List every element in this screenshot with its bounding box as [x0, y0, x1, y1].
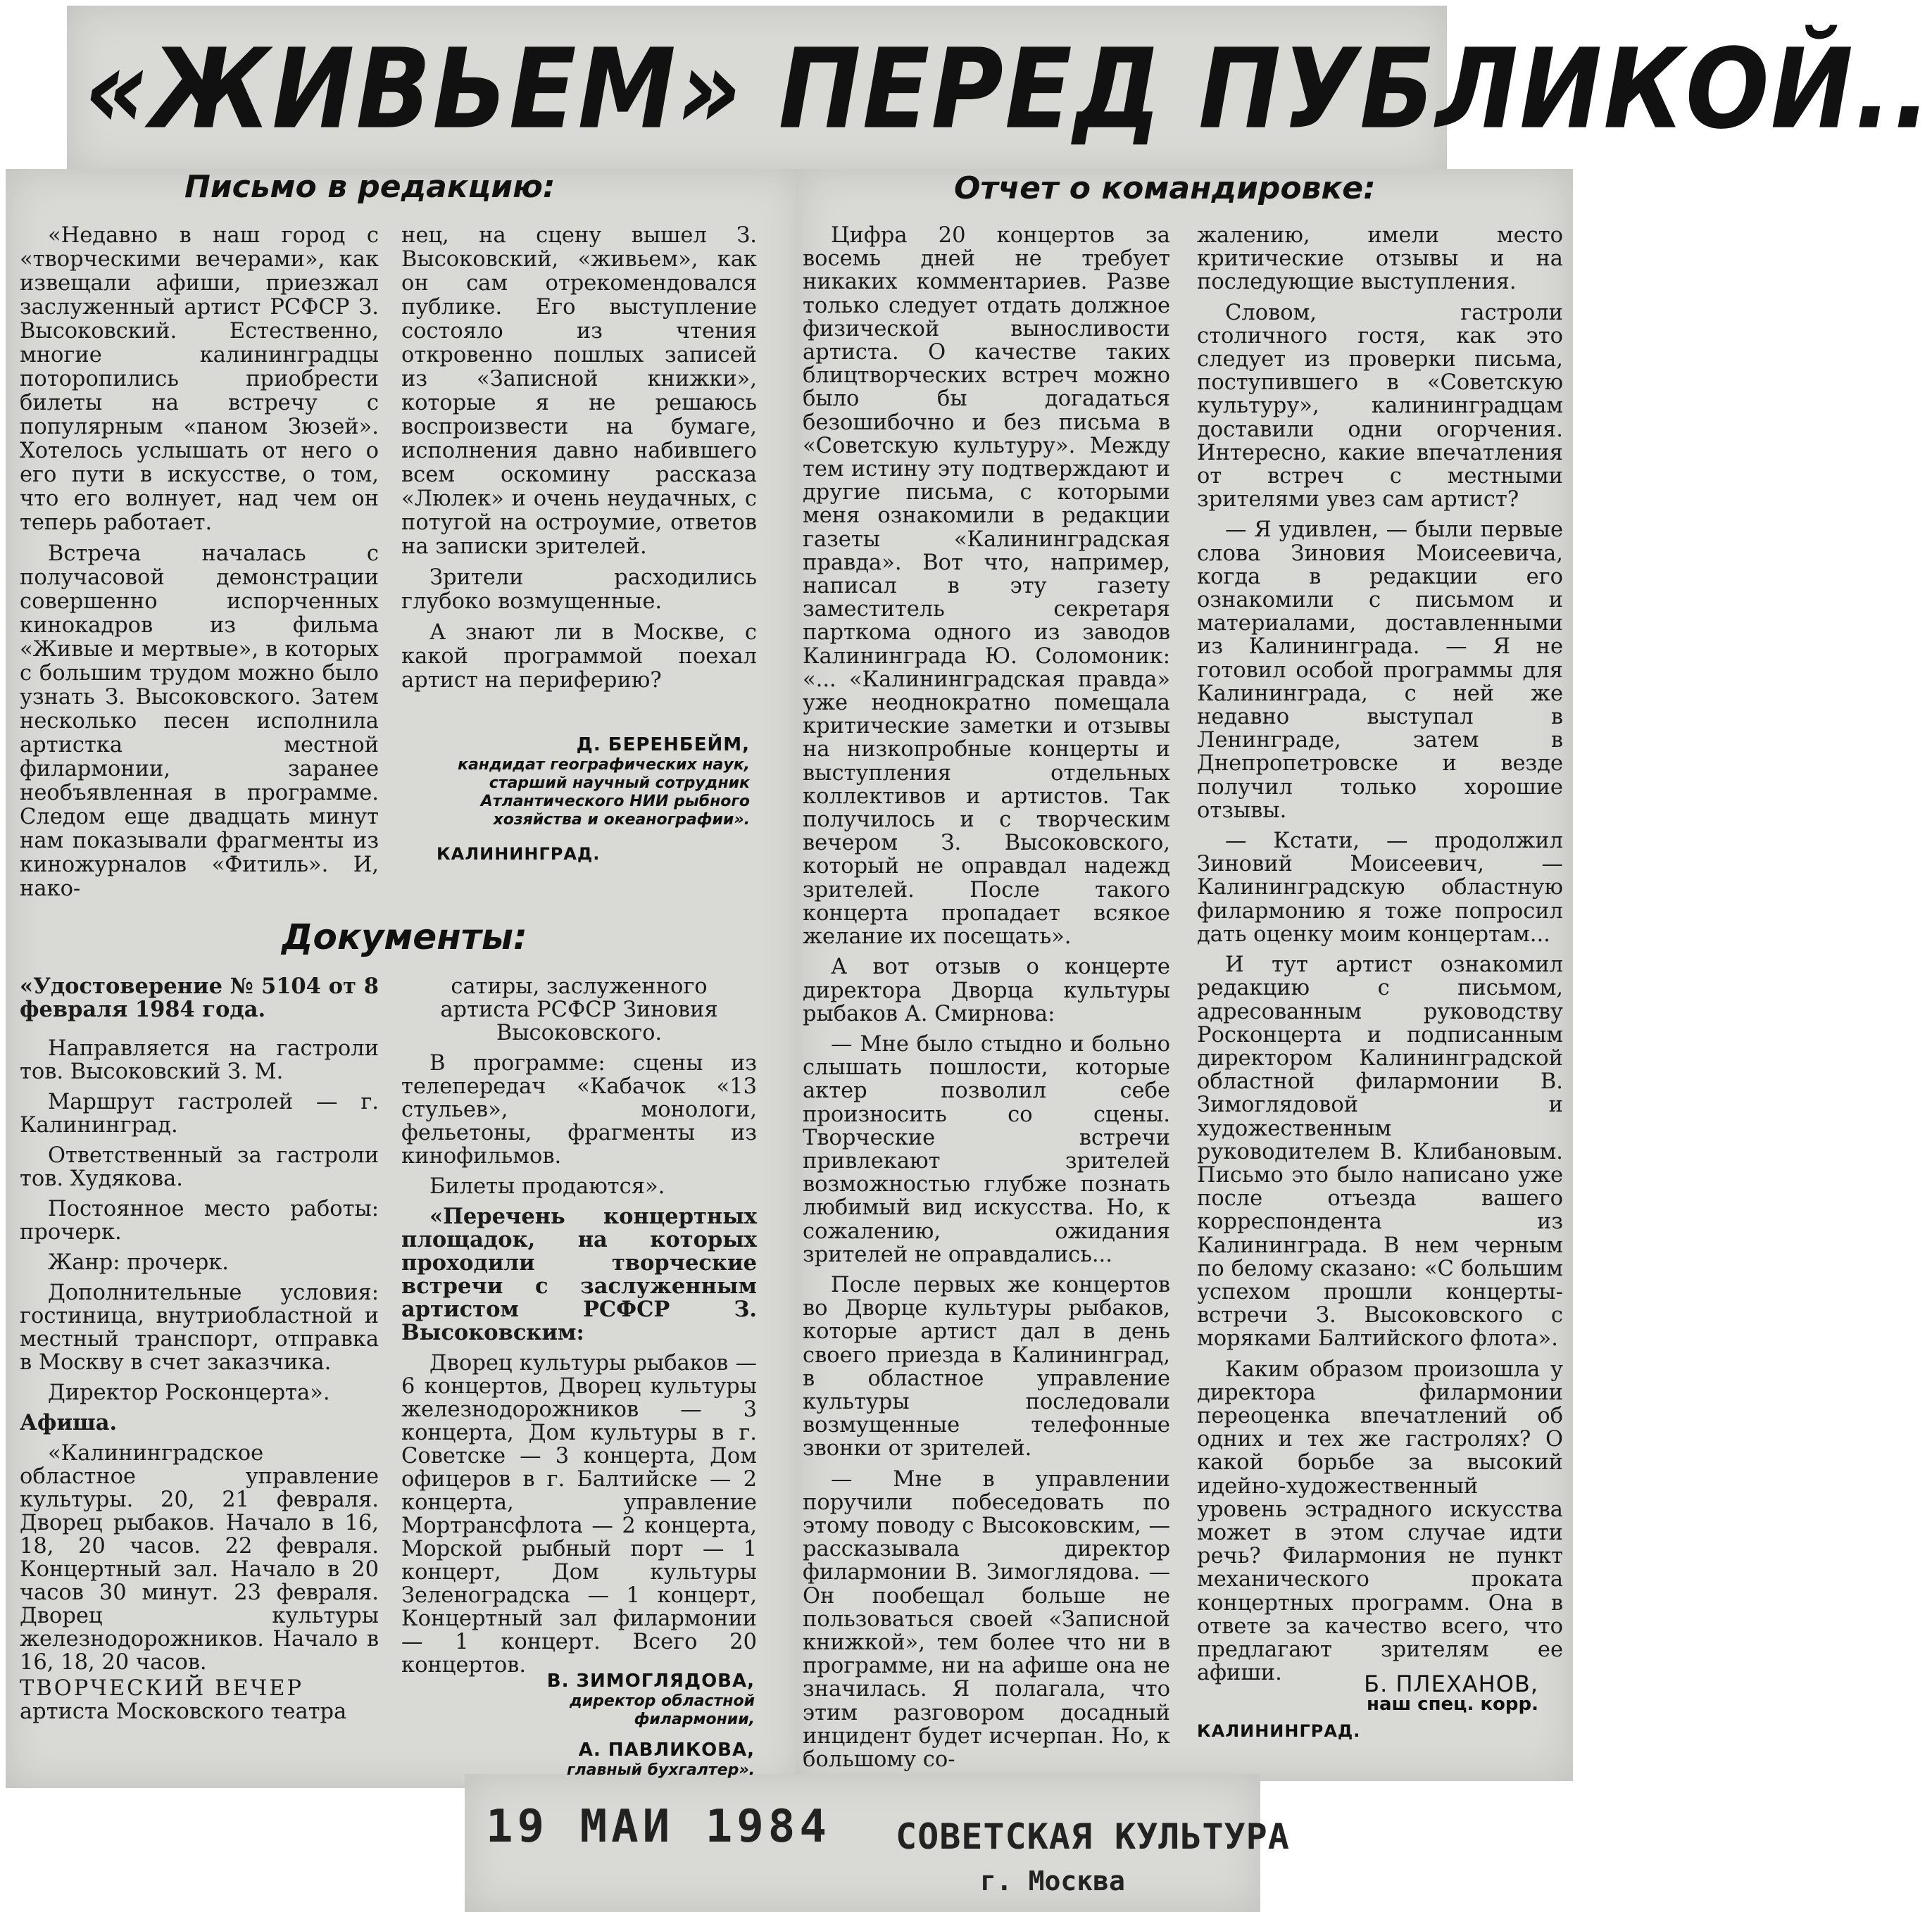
report-signature-title: наш спец. корр. [1367, 1694, 1538, 1715]
certificate-line: Постоянное место работы: прочерк. [20, 1197, 379, 1245]
certificate-line: Директор Росконцерта». [48, 1380, 330, 1405]
certificate-line: Жанр: прочерк. [48, 1250, 229, 1275]
documents-signature [451, 1670, 755, 1780]
report-paragraph: жалению, имели место критические отзывы и на последующие выступления. [1197, 223, 1563, 295]
newspaper-stamp: СОВЕТСКАЯ КУЛЬТУРА [896, 1816, 1290, 1857]
venues-list-title: «Перечень концертных площадок, на которых проходили творческие встречи с заслуженным артистом РСФСР З. Высоковским: [401, 1204, 757, 1345]
headline: «ЖИВЬЕМ» ПЕРЕД ПУБЛИКОЙ.. [84, 25, 1932, 154]
letter-heading: Письмо в редакцию: [184, 169, 556, 205]
report-paragraph: И тут артист ознакомил редакцию с письмом, адресованным руководству Росконцерта и подписанным директором Калининградской областной филармонии В. Зимоглядовой и художественным руководителем В. Клибановым. Письмо это было написано уже после отъезда вашего корреспондента из Калининграда. В нем черным по белому сказано: «С большим успехом прошли концерты-встречи З. Высоковского с моряками Балтийского флота». [1197, 952, 1563, 1352]
report-paragraph: А вот отзыв о концерте директора Дворца культуры рыбаков А. Смирнова: [803, 955, 1170, 1026]
report-heading: Отчет о командировке: [954, 170, 1376, 206]
certificate-line: Направляется на гастроли тов. Высоковский З. М. [20, 1036, 379, 1084]
afisha-program: В программе: сцены из телепередач «Кабачок «13 стульев», монологи, фельетоны, фрагменты из кинофильмов. [401, 1051, 757, 1169]
letter-column-1 [20, 224, 379, 908]
letter-paragraph: нец, на сцену вышел З. Высоковский, «живьем», как он сам отрекомендовался публике. Его выступление состояло из чтения откровенно пошлых записей из «Записной книжки», которые я не решаюсь воспроизвести на бумаге, исполнения давно набившего всем оскомину рассказа «Люлек» и очень неудачных, с потугой на остроумие, ответов на записки зрителей. [401, 223, 757, 559]
report-column-4 [1197, 224, 1563, 1692]
afisha-label: Афиша. [20, 1410, 118, 1435]
documents-heading: Документы: [282, 917, 527, 957]
signature-zimoglyadova-title: директор областной филармонии, [569, 1692, 755, 1728]
documents-column-1 [20, 975, 379, 1730]
report-paragraph: — Мне было стыдно и больно слышать пошлости, которые актер позволил себе произносить со сцены. Творческие встречи привлекают зрителей возможностью глубже познать любимый вид искусства. Но, к сожалению, ожидания зрителей не оправдались... [803, 1031, 1170, 1267]
report-paragraph: Цифра 20 концертов за восемь дней не требует никаких комментариев. Разве только следует отдать должное физической выносливости артиста. О качестве таких блицтворческих встреч можно было бы догадаться безошибочно и без письма в «Советскую культуру». Между тем истину эту подтверждают и другие письма, с которыми меня ознакомили в редакции газеты «Калининградская правда». Вот что, например, написал в эту газету заместитель секретаря парткома одного из заводов Калининграда Ю. Соломоник: «... «Калининградская правда» уже неоднократно помещала критические заметки и отзывы на низкопробные концерты и выступления отдельных коллективов и артистов. Так получилось и с творческим вечером З. Высоковского, который не оправдал надежд зрителей. После такого концерта пропадает всякое желание их посещать». [803, 223, 1170, 950]
report-signature-city: КАЛИНИНГРАД. [1197, 1721, 1361, 1741]
letter-signature-name: Д. БЕРЕНБЕЙМ, [576, 734, 750, 755]
afisha-tail: артиста Московского театра [20, 1699, 347, 1724]
documents-column-2 [401, 975, 757, 1684]
report-paragraph: — Кстати, — продолжил Зиновий Моисеевич, — Калининградскую областную филармонию я тоже попросил дать оценку моим концертам... [1197, 829, 1563, 947]
letter-paragraph: Встреча началась с получасовой демонстрации совершенно испорченных кинокадров из фильма «Живые и мертвые», в которых с большим трудом можно было узнать З. Высоковского. Затем несколько песен исполнила артистка местной филармонии, заранее необъявленная в программе. Следом еще двадцать минут нам показывали фрагменты из киножурналов «Фитиль». И, нако- [20, 541, 379, 901]
letter-paragraph: А знают ли в Москве, с какой программой поехал артист на периферию? [401, 620, 757, 693]
letter-column-2 [401, 224, 757, 700]
report-signature [1197, 1671, 1538, 1742]
report-column-3 [803, 224, 1170, 1778]
date-stamp: 19 МАИ 1984 [486, 1801, 831, 1853]
afisha-caps: ТВОРЧЕСКИЙ ВЕЧЕР [20, 1676, 303, 1701]
afisha-theatre: сатиры, заслуженного артиста РСФСР Зиновия Высоковского. [440, 974, 718, 1045]
report-paragraph: — Мне в управлении поручили побеседовать по этому поводу с Высоковским, — рассказывала директор филармонии В. Зимоглядова. — Он пообещал больше не пользоваться своей «Записной книжкой», тем более что ни в программе, ни на афише она не значилась. Я полагала, что этим разговором досадный инцидент будет исчерпан. Но, к большому со- [803, 1466, 1170, 1772]
letter-signature-title: кандидат географических наук, старший научный сотрудник Атлантического НИИ рыбного хозяйства и океанографии». [458, 756, 750, 829]
certificate-line: Маршрут гастролей — г. Калининград. [20, 1090, 379, 1138]
letter-signature [437, 734, 750, 864]
report-paragraph: Каким образом произошла у директора филармонии переоценка впечатлений об одних и тех же гастролях? О какой борьбе за высокий идейно-художественный уровень эстрадного искусства может в этом случае идти речь? Филармония не пункт механического проката концертных программ. Она в ответе за качество всего, что предлагают зрителям ее афиши. [1197, 1357, 1563, 1686]
certificate-line: Ответственный за гастроли тов. Худякова. [20, 1143, 379, 1191]
certificate-title: «Удостоверение № 5104 от 8 февраля 1984 года. [20, 974, 379, 1022]
signature-zimoglyadova: В. ЗИМОГЛЯДОВА, [546, 1671, 755, 1692]
report-signature-name: Б. ПЛЕХАНОВ, [1364, 1671, 1538, 1697]
newspaper-city-stamp: г. Москва [980, 1866, 1125, 1897]
signature-pavlikova: А. ПАВЛИКОВА, [578, 1740, 755, 1761]
letter-paragraph: «Недавно в наш город с «творческими вечерами», как извещали афиши, приезжал заслуженный артист РСФСР З. Высоковский. Естественно, многие калининградцы поторопились приобрести билеты на встречу с популярным «паном Зюзей». Хотелось услышать от него о его пути в искусстве, о том, что его волнует, над чем он теперь работает. [20, 223, 379, 535]
letter-paragraph: Зрители расходились глубоко возмущенные. [401, 565, 757, 614]
report-paragraph: Словом, гастроли столичного гостя, как это следует из проверки письма, поступившего в «Советскую культуру», калининградцам доставили одни огорчения. Интересно, какие впечатления от встреч с местными зрителями увез сам артист? [1197, 300, 1563, 512]
afisha-tickets: Билеты продаются». [429, 1174, 665, 1199]
report-paragraph: — Я удивлен, — были первые слова Зиновия Моисеевича, когда в редакции его ознакомили с письмом и материалами, доставленными из Калининграда. — Я не готовил особой программы для Калининграда, с ней же недавно выступал в Ленинграде, затем в Днепропетровске и везде получил только хорошие отзывы. [1197, 517, 1563, 823]
letter-signature-city: КАЛИНИНГРАД. [437, 844, 601, 864]
signature-pavlikova-title: главный бухгалтер». [567, 1761, 755, 1779]
certificate-line: Дополнительные условия: гостиница, внутриобластной и местный транспорт, отправка в Москву в счет заказчика. [20, 1281, 379, 1375]
venues-list: Дворец культуры рыбаков — 6 концертов, Дворец культуры железнодорожников — 3 концерта, Дом культуры в г. Советске — 3 концерта, Дом офицеров в г. Балтийске — 2 концерта, управление Мортрансфлота — 2 концерта, Морской рыбный порт — 1 концерт, Дом культуры Зеленоградска — 1 концерт, Концертный зал филармонии — 1 концерт. Всего 20 концертов. [401, 1351, 757, 1678]
afisha-text: «Калининградское областное управление культуры. 20, 21 февраля. Дворец рыбаков. Начало в 16, 18, 20 часов. 22 февраля. Концертный зал. Начало в 20 часов 30 минут. 23 февраля. Дворец культуры железнодорожников. Начало в 16, 18, 20 часов. [20, 1441, 379, 1675]
report-paragraph: После первых же концертов во Дворце культуры рыбаков, которые артист дал в день своего приезда в Калининград, в областное управление культуры последовали возмущенные телефонные звонки от зрителей. [803, 1272, 1170, 1461]
